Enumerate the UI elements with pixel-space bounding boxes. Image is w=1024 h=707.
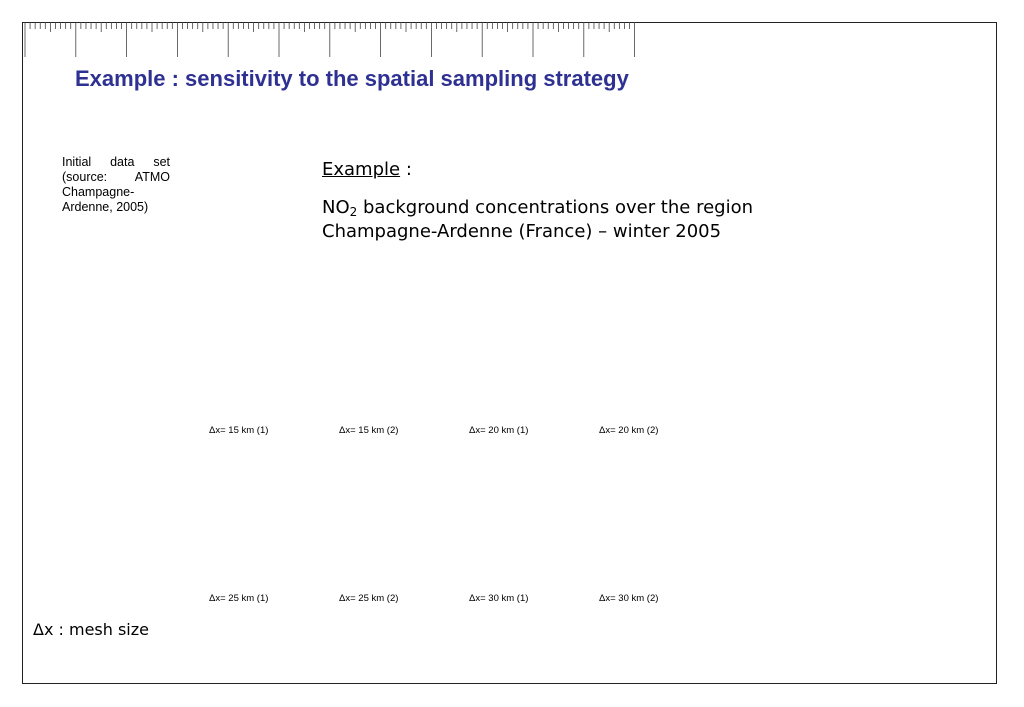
slide-frame xyxy=(22,22,997,684)
slide-title: Example : sensitivity to the spatial sampling strategy xyxy=(75,66,629,91)
caption-dx20-1: Δx= 20 km (1) xyxy=(469,425,529,436)
caption-dx30-2: Δx= 30 km (2) xyxy=(599,593,659,604)
caption-dx15-1: Δx= 15 km (1) xyxy=(209,425,269,436)
caption-dx20-2: Δx= 20 km (2) xyxy=(599,425,659,436)
caption-dx15-2: Δx= 15 km (2) xyxy=(339,425,399,436)
description-prefix: NO xyxy=(322,197,350,218)
caption-dx25-2: Δx= 25 km (2) xyxy=(339,593,399,604)
ruler-decoration xyxy=(24,22,636,58)
initial-data-caption: Initial data set (source: ATMO Champagne-Ardenne, 2005) xyxy=(62,155,170,214)
example-colon: : xyxy=(400,159,412,180)
description-suffix: background concentrations over the region Champagne-Ardenne (France) – winter 2005 xyxy=(322,197,753,242)
caption-dx30-1: Δx= 30 km (1) xyxy=(469,593,529,604)
example-heading xyxy=(322,159,412,180)
example-label: Example xyxy=(322,159,401,180)
description-subscript: 2 xyxy=(349,205,358,219)
mesh-size-note: Δx : mesh size xyxy=(33,620,149,639)
caption-dx25-1: Δx= 25 km (1) xyxy=(209,593,269,604)
example-description xyxy=(322,196,842,244)
